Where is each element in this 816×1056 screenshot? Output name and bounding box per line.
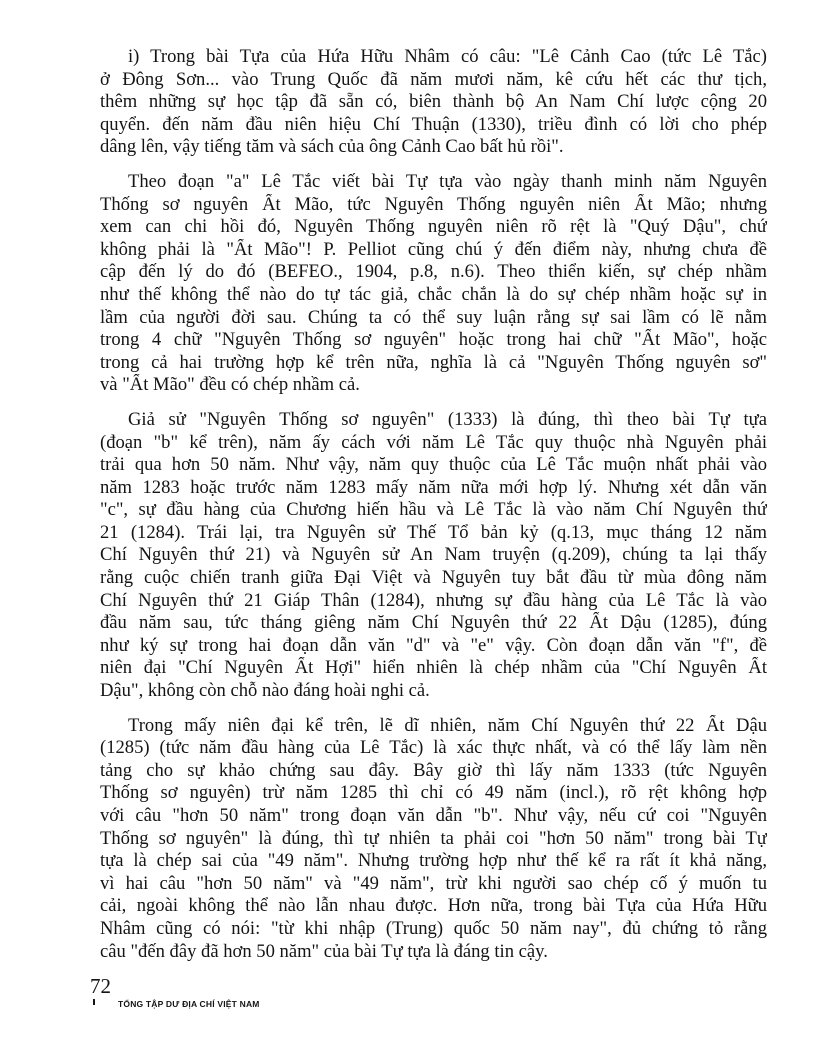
page-number: 72 <box>90 974 111 998</box>
text-line: cập đến lý do đó (BEFEO., 1904, p.8, n.6). Theo thiển kiến, sự chép nhầm <box>100 261 767 283</box>
page-footer <box>90 974 260 1009</box>
text-line: niên đại "Chí Nguyên Ất Hợi" hiển nhiên là chép nhầm của "Chí Nguyên Ất <box>100 657 767 679</box>
text-line: không phải là "Ất Mão"! P. Pelliot cũng chú ý đến điểm này, nhưng chưa đề <box>100 238 767 260</box>
text-line: dâng lên, vậy tiếng tăm và sách của ông Cảnh Cao bất hủ rồi". <box>100 136 564 158</box>
paragraph <box>100 171 767 397</box>
text-line: đầu năm sau, tức tháng giêng năm Chí Nguyên thứ 22 Ất Dậu (1285), đúng <box>100 612 767 634</box>
text-line: trải qua hơn 50 năm. Như vậy, năm quy thuộc của Lê Tắc muộn nhất phải vào <box>100 454 767 476</box>
text-line: xem can chi hồi đó, Nguyên Thống nguyên niên rõ rệt là "Quý Dậu", chứ <box>100 216 767 238</box>
text-line: lầm của người đời sau. Chúng ta có thể suy luận rằng sự sai lầm có lẽ nằm <box>100 306 767 328</box>
paragraph <box>100 409 767 703</box>
footer-divider <box>93 999 95 1005</box>
text-line: cải, ngoài không thể nào lẫn nhau được. Hơn nữa, trong bài Tựa của Hứa Hữu <box>100 895 767 917</box>
text-line: như ký sự trong hai đoạn dẫn văn "d" và "e" vậy. Còn đoạn dẫn văn "f", đề <box>100 634 767 656</box>
text-line: Thống sơ nguyên" là đúng, thì tự nhiên ta phải coi "hơn 50 năm" trong bài Tự <box>100 827 767 849</box>
paragraph <box>100 715 767 964</box>
text-line: trong 4 chữ "Nguyên Thống sơ nguyên" hoặc trong hai chữ "Ất Mão", hoặc <box>100 329 767 351</box>
text-line: Chí Nguyên thứ 21 Giáp Thân (1284), nhưng sự đầu hàng của Lê Tắc là vào <box>100 589 767 611</box>
text-line: Theo đoạn "a" Lê Tắc viết bài Tự tựa vào ngày thanh minh năm Nguyên <box>128 170 767 192</box>
text-line: ở Đông Sơn... vào Trung Quốc đã năm mươi năm, kê cứu hết các thư tịch, <box>100 68 767 90</box>
text-line: Nhâm cũng có nói: "từ khi nhập (Trung) quốc 50 năm nay", đủ chứng tỏ rằng <box>100 917 767 939</box>
text-line: vì hai câu "hơn 50 năm" và "49 năm", trừ khi người sao chép cố ý muốn tu <box>100 872 767 894</box>
text-line: (đoạn "b" kể trên), năm ấy cách với năm Lê Tắc quy thuộc nhà Nguyên phải <box>100 431 767 453</box>
text-line: câu "đến đây đã hơn 50 năm" của bài Tự tựa là đáng tin cậy. <box>100 940 548 962</box>
text-line: trong cả hai trường hợp kể trên nữa, nghĩa là cả "Nguyên Thống nguyên sơ" <box>100 351 767 373</box>
text-line: Thống sơ nguyên Ất Mão, tức Nguyên Thống nguyên niên Ất Mão; nhưng <box>100 193 767 215</box>
book-title: TỔNG TẬP DƯ ĐỊA CHÍ VIỆT NAM <box>118 999 260 1009</box>
paragraph <box>100 46 767 159</box>
text-line: năm 1283 hoặc trước năm 1283 mấy năm nữa mới hợp lý. Nhưng xét dẫn văn <box>100 476 767 498</box>
text-line: như thế không thể nào do tự tác giả, chắc chắn là do sự chép nhầm hoặc sự in <box>100 283 767 305</box>
text-line: thêm những sự học tập đã sẵn có, biên thành bộ An Nam Chí lược cộng 20 <box>100 91 767 113</box>
text-line: 21 (1284). Trái lại, tra Nguyên sử Thế Tổ bản kỷ (q.13, mục tháng 12 năm <box>100 521 767 543</box>
text-line: Thống sơ nguyên) trừ năm 1285 thì chỉ có 49 năm (incl.), rõ rệt không hợp <box>100 782 767 804</box>
text-line: i) Trong bài Tựa của Hứa Hữu Nhâm có câu: "Lê Cảnh Cao (tức Lê Tắc) <box>128 46 767 67</box>
text-line: "c", sự đầu hàng của Chương hiến hầu và Lê Tắc là vào năm Chí Nguyên thứ <box>100 499 767 521</box>
text-line: Dậu", không còn chỗ nào đáng hoài nghi cả. <box>100 680 430 702</box>
text-line: (1285) (tức năm đầu hàng của Lê Tắc) là xác thực nhất, và có thể lấy làm nền <box>100 737 767 759</box>
text-line: tảng cho sự khảo chứng sau đây. Bây giờ thì lấy năm 1333 (tức Nguyên <box>100 759 767 781</box>
text-line: với câu "hơn 50 năm" trong đoạn văn dẫn "b". Như vậy, nếu cứ coi "Nguyên <box>100 805 767 826</box>
page-body <box>100 46 767 963</box>
text-line: và "Ất Mão" đều có chép nhầm cả. <box>100 374 360 396</box>
text-line: rằng cuộc chiến tranh giữa Đại Việt và Nguyên tuy bắt đầu từ mùa đông năm <box>100 567 767 589</box>
text-line: tựa là chép sai của "49 năm". Nhưng trường hợp như thế kể ra rất ít khả năng, <box>100 850 767 872</box>
text-line: Trong mấy niên đại kể trên, lẽ dĩ nhiên, năm Chí Nguyên thứ 22 Ất Dậu <box>128 714 767 736</box>
text-line: Chí Nguyên thứ 21) và Nguyên sử An Nam truyện (q.209), chúng ta lại thấy <box>100 544 767 566</box>
text-line: quyển. đến năm đầu niên hiệu Chí Thuận (1330), triều đình có lời cho phép <box>100 113 767 135</box>
text-line: Giả sử "Nguyên Thống sơ nguyên" (1333) là đúng, thì theo bài Tự tựa <box>128 408 767 430</box>
